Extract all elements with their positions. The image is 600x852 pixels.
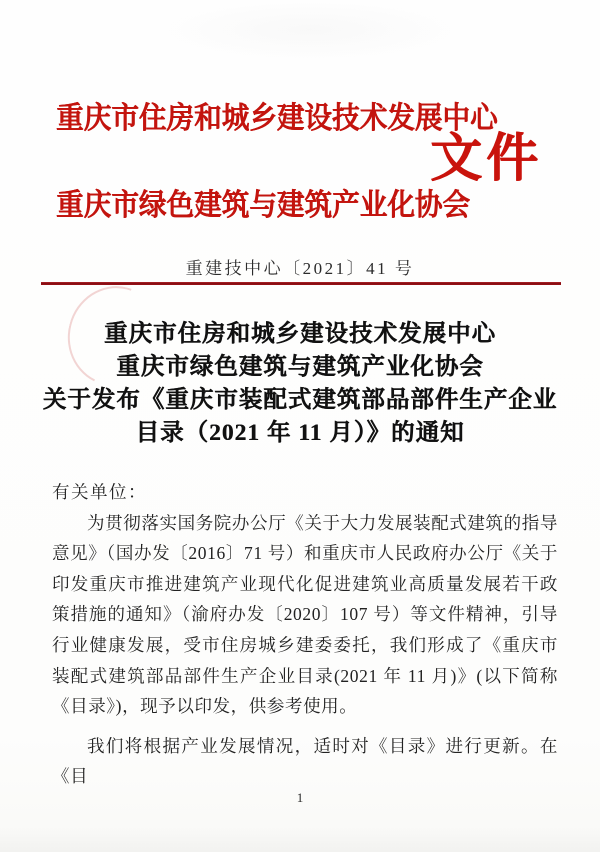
body-paragraph-1: 为贯彻落实国务院办公厅《关于大力发展装配式建筑的指导意见》（国办发〔2016〕71 号）和重庆市人民政府办公厅《关于印发重庆市推进建筑产业现代化促进建筑业高质量发展若干政策措施的通知》（渝府办发〔2020〕107 号）等文件精神，引导行业健康发展，受市住房城乡建委委托，我们形成了《重庆市装配式建筑部品部件生产企业目录(2021 年 11 月)》(以下简称《目录》)，现予以印发，供参考使用。 [52,512,558,717]
body-paragraph-2: 我们将根据产业发展情况，适时对《目录》进行更新。在《目 [52,735,558,787]
letterhead-doc-label: 文件 [430,131,543,188]
red-divider-line [41,282,561,285]
salutation: 有关单位： [52,482,147,502]
title-line-1: 重庆市住房和城乡建设技术发展中心 [104,321,496,347]
title-line-2: 重庆市绿色建筑与建筑产业化协会 [116,354,484,380]
document-number: 重建技中心〔2021〕41 号 [185,259,415,278]
document-body [52,477,558,792]
scan-artifact [160,0,460,60]
document-title [0,318,600,450]
page-number: 1 [296,790,304,805]
letterhead-org-line-2: 重庆市绿色建筑与建筑产业化协会 [56,189,470,222]
title-line-3: 关于发布《重庆市装配式建筑部品部件生产企业 [42,387,558,413]
title-line-4: 目录（2021 年 11 月）》的通知 [135,420,465,446]
letterhead-org-line-1: 重庆市住房和城乡建设技术发展中心 [56,102,498,135]
